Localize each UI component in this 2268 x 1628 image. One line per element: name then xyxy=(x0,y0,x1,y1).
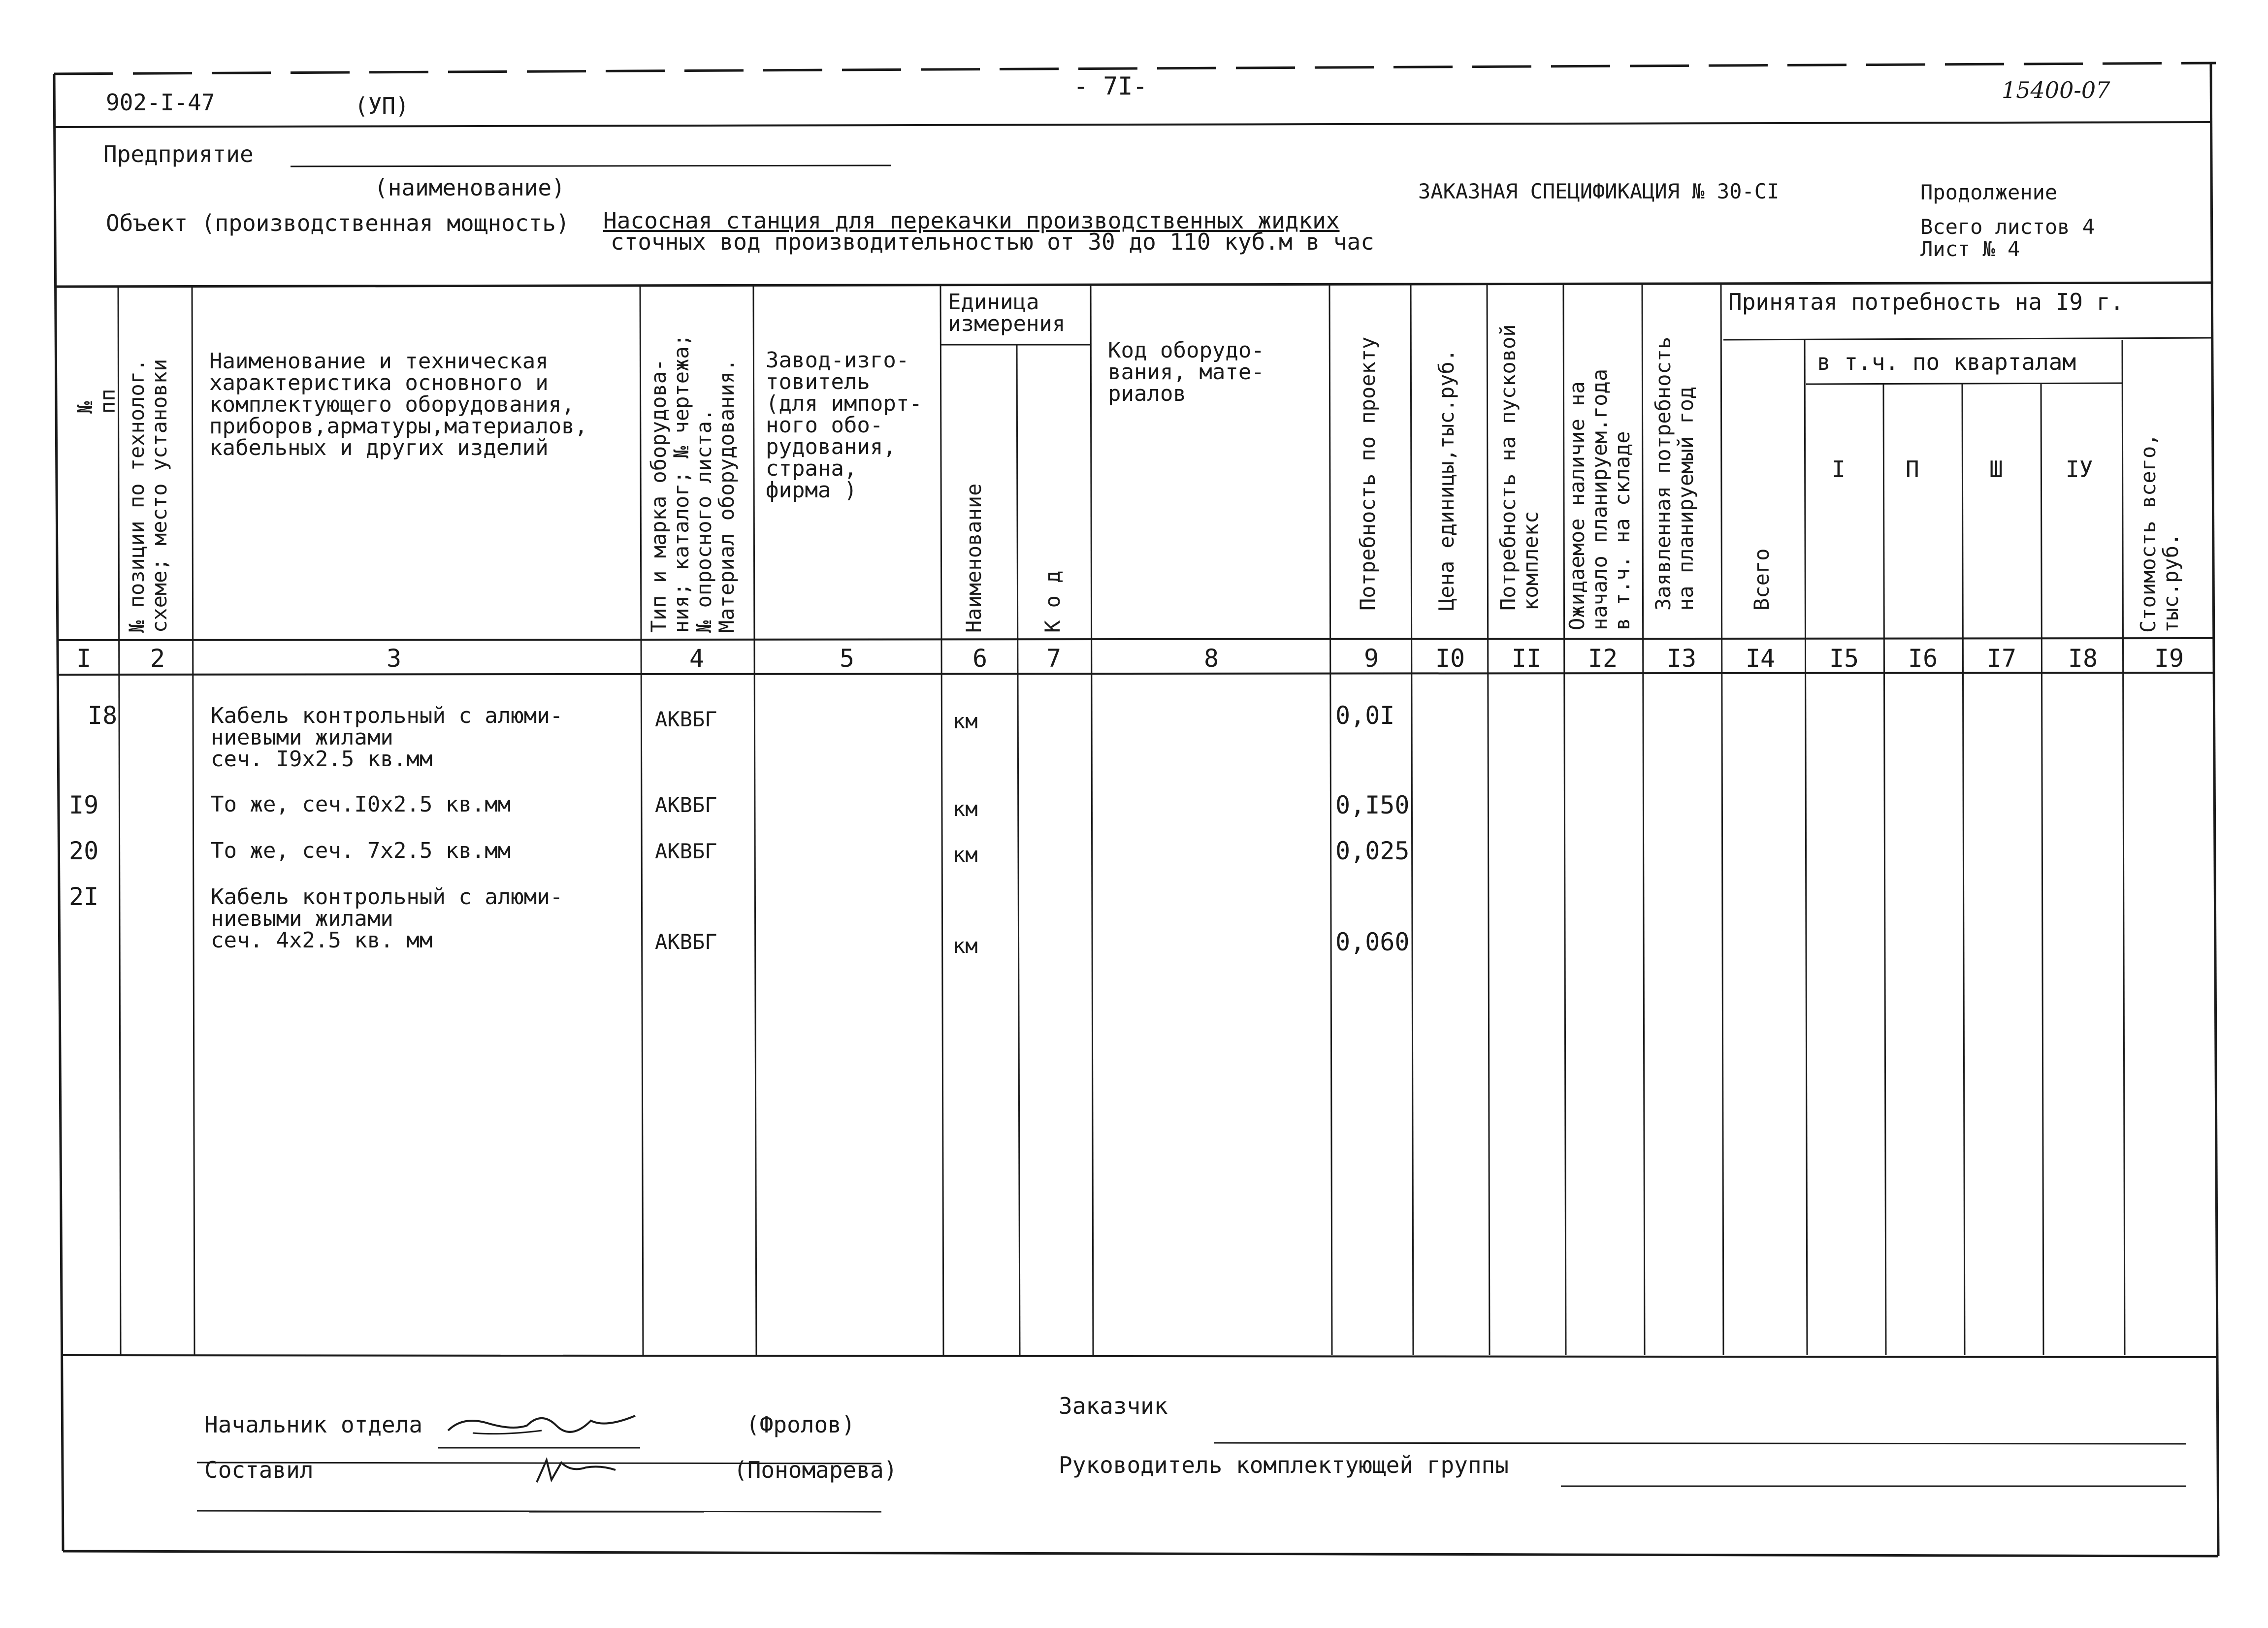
col-number: I9 xyxy=(2154,644,2184,673)
col-number: I5 xyxy=(1829,644,1859,673)
row-number: I9 xyxy=(69,791,99,819)
col-name-header: Наименование и техническая характеристика основного и комплектующего оборудования, приборов,арматуры,материалов, кабельных и других изделий xyxy=(209,349,588,460)
col-expected-header: Ожидаемое наличие на начало планируем.года в т.ч. на складе xyxy=(1565,368,1634,630)
col-code-header: Код оборудо- вания, мате- риалов xyxy=(1108,338,1264,406)
col-maker-header: Завод-изго- товитель (для импорт- ного обо- рудования, страна, фирма ) xyxy=(766,348,922,503)
col-number: 6 xyxy=(972,644,988,673)
col-cost-header: Стоимость всего, тыс.руб. xyxy=(2136,433,2183,633)
col-unit-name-header: Наименование xyxy=(962,483,986,633)
col-number: I xyxy=(76,644,92,673)
col-number: I6 xyxy=(1908,644,1938,673)
page-number: - 7I- xyxy=(1073,72,1148,100)
col-price-header: Цена единицы,тыс.руб. xyxy=(1434,349,1458,611)
quarter-1: I xyxy=(1832,456,1846,483)
col-total-header: Всего xyxy=(1750,548,1774,611)
col-number: 4 xyxy=(689,644,705,673)
head-name: (Фролов) xyxy=(746,1411,855,1438)
col-startup-header: Потребность на пусковой комплекс xyxy=(1496,324,1543,611)
col-number: II xyxy=(1511,644,1542,673)
col-number: 5 xyxy=(839,644,855,673)
row-number: 20 xyxy=(69,837,99,865)
row-unit: км xyxy=(953,709,978,733)
spec-title: ЗАКАЗНАЯ СПЕЦИФИКАЦИЯ № 30-СI xyxy=(1418,179,1780,203)
row-number: 2I xyxy=(69,882,99,911)
row-type: АКВБГ xyxy=(655,930,717,954)
col-unit-code-header: К о д xyxy=(1040,570,1065,633)
col-declared-header: Заявленная потребность на планируемый год xyxy=(1651,336,1698,611)
row-qty: 0,060 xyxy=(1335,928,1410,956)
quarter-2: П xyxy=(1906,456,1919,483)
sheet-number: Лист № 4 xyxy=(1920,237,2020,261)
col-number: 9 xyxy=(1363,644,1379,673)
row-qty: 0,025 xyxy=(1335,837,1410,865)
row-name: Кабель контрольный с алюми- ниевыми жилами сеч. I9х2.5 кв.мм xyxy=(211,703,563,772)
archive-number: 15400-07 xyxy=(2002,77,2110,103)
row-qty: 0,I50 xyxy=(1335,791,1410,819)
col-number: I3 xyxy=(1666,644,1697,673)
col-number: I2 xyxy=(1588,644,1618,673)
col-number: 2 xyxy=(150,644,165,673)
enterprise-label: Предприятие xyxy=(103,141,254,167)
col-position-header: № позиции по технолог. схеме; место установки xyxy=(125,358,171,633)
col-type-header: Тип и марка оборудова- ния; каталог; № чертежа; № опросного листа. Материал оборудования. xyxy=(647,334,739,633)
col-number: 3 xyxy=(386,644,402,673)
compiled-label: Составил xyxy=(204,1457,314,1483)
col-number: 8 xyxy=(1203,644,1219,673)
object-line-2: сточных вод производительностью от 30 до 110 куб.м в час xyxy=(611,228,1374,255)
quarter-4: IУ xyxy=(2066,456,2093,483)
col-need-header: Потребность по проекту xyxy=(1356,336,1380,611)
col-number: I4 xyxy=(1745,644,1776,673)
group-head-label: Руководитель комплектующей группы xyxy=(1059,1452,1509,1478)
row-type: АКВБГ xyxy=(655,793,717,817)
doc-code: 902-I-47 xyxy=(106,89,215,116)
object-label: Объект (производственная мощность) xyxy=(106,210,570,236)
quarter-3: Ш xyxy=(1989,456,2003,483)
col-num-header: № пп xyxy=(73,389,120,414)
col-number: I0 xyxy=(1435,644,1465,673)
accepted-header: Принятая потребность на I9 г. xyxy=(1728,289,2124,315)
continuation-label: Продолжение xyxy=(1920,180,2058,204)
compiled-signature xyxy=(532,1453,630,1492)
col-unit-header: Единица измерения xyxy=(948,290,1066,336)
row-unit: км xyxy=(953,934,978,958)
sheets-total: Всего листов 4 xyxy=(1920,215,2095,239)
row-number: I8 xyxy=(88,701,118,730)
col-number: 7 xyxy=(1046,644,1062,673)
row-qty: 0,0I xyxy=(1335,701,1395,730)
head-signature xyxy=(443,1406,640,1445)
row-unit: км xyxy=(953,843,978,867)
object-line-1: Насосная станция для перекачки производственных жидких xyxy=(603,207,1340,234)
row-name: То же, сеч. 7х2.5 кв.мм xyxy=(211,838,511,863)
name-hint: (наименование) xyxy=(374,174,565,201)
customer-label: Заказчик xyxy=(1059,1393,1168,1419)
head-label: Начальник отдела xyxy=(204,1411,423,1438)
col-number: I7 xyxy=(1986,644,2017,673)
row-name: Кабель контрольный с алюми- ниевыми жилами сеч. 4х2.5 кв. мм xyxy=(211,884,563,953)
row-type: АКВБГ xyxy=(655,707,717,731)
quarters-header: в т.ч. по кварталам xyxy=(1817,349,2076,375)
album-code: (УП) xyxy=(355,93,409,119)
row-unit: км xyxy=(953,797,978,821)
row-name: То же, сеч.I0х2.5 кв.мм xyxy=(211,792,511,817)
row-type: АКВБГ xyxy=(655,839,717,863)
compiled-name: (Пономарева) xyxy=(734,1457,898,1483)
col-number: I8 xyxy=(2068,644,2098,673)
